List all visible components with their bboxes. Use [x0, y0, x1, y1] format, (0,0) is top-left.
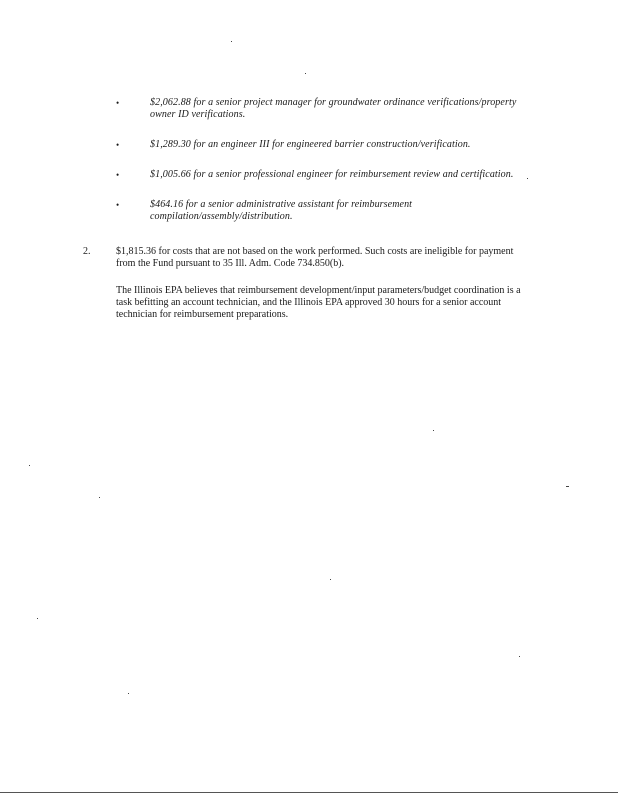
scan-speck [37, 618, 38, 619]
bullet-icon: • [116, 98, 120, 108]
scan-speck [566, 486, 569, 487]
scan-speck [305, 73, 306, 74]
bullet-item-senior-project-manager [116, 97, 526, 121]
item-2-paragraph-1: $1,815.36 for costs that are not based on the work performed. Such costs are ineligible for payment from the Fund pursuant to 35 Ill. Adm. Code 734.850(b). [116, 246, 514, 269]
scan-speck [128, 693, 129, 694]
item-2-paragraph-2: The Illinois EPA believes that reimbursement development/input parameters/budget coordination is a task befitting an account technician, and the Illinois EPA approved 30 hours for a senior account technician for reimbursement preparations. [116, 285, 521, 320]
scan-speck [99, 497, 100, 498]
scan-speck [231, 41, 232, 42]
bullet-text: $464.16 for a senior administrative assistant for reimbursement compilation/assembly/distribution. [150, 199, 413, 222]
bullet-icon: • [116, 140, 120, 150]
bullet-item-engineer-iii [116, 139, 526, 151]
bullet-icon: • [116, 170, 120, 180]
item-number: 2. [83, 246, 91, 257]
numbered-item-2 [83, 246, 533, 321]
scan-speck [433, 430, 434, 431]
bullet-item-senior-administrative-assistant [116, 199, 526, 223]
scan-speck [330, 579, 331, 580]
bullet-item-senior-professional-engineer [116, 169, 526, 181]
scan-speck [29, 465, 30, 466]
bullet-icon: • [116, 200, 120, 210]
bullet-text: $2,062.88 for a senior project manager for groundwater ordinance verifications/property owner ID verifications. [150, 97, 517, 120]
scan-speck [519, 656, 520, 657]
scan-speck [527, 178, 528, 179]
bullet-text: $1,005.66 for a senior professional engineer for reimbursement review and certification. [150, 169, 514, 180]
bullet-text: $1,289.30 for an engineer III for engineered barrier construction/verification. [150, 139, 471, 150]
cost-bullet-list [116, 97, 526, 241]
page-bottom-rule [0, 792, 618, 793]
